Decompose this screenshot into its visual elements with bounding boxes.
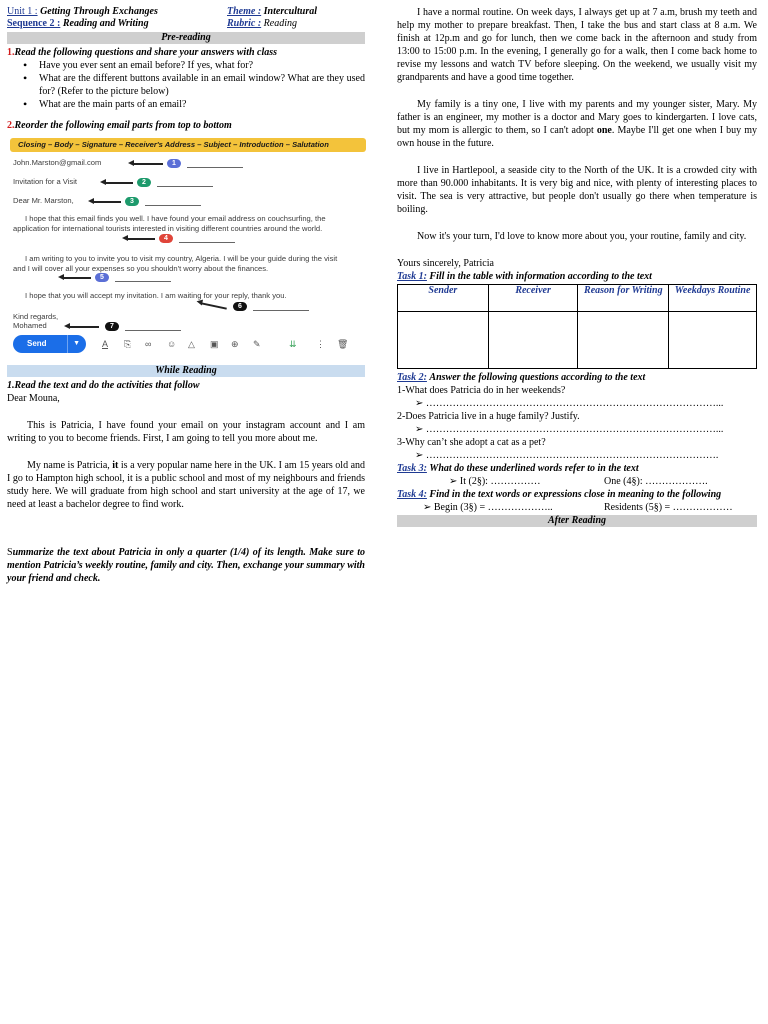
letter-closing: Yours sincerely, Patricia <box>397 258 494 269</box>
task4-begin[interactable]: ➢ Begin (3§) = ……………….. <box>423 502 553 513</box>
number-badge-5: 5 <box>95 273 109 282</box>
answer-line <box>145 205 201 206</box>
email-body-text: I am writing to you to invite you to visit my country, Algeria. I will be your guide during the visit and I will cover all your expenses so you shouldn't worry about the finances. <box>13 254 338 273</box>
p2-part-a: My name is Patricia, <box>27 460 110 471</box>
task4-begin-text: Begin (3§) = ……………….. <box>433 502 553 513</box>
table-header-receiver: Receiver <box>488 285 578 312</box>
summary-first-letter: S <box>7 547 13 558</box>
send-label: Send <box>27 339 47 348</box>
task3-label: Task 3: <box>397 463 427 474</box>
question-1: 1-What does Patricia do in her weekends? <box>397 385 566 396</box>
answer-line <box>187 167 243 168</box>
p2-bold-word: it <box>112 460 119 471</box>
chevron-down-icon[interactable]: ▼ <box>67 335 80 353</box>
task3-it[interactable]: ➢ It (2§): …………… <box>449 476 541 487</box>
number-badge-2: 2 <box>137 178 151 187</box>
email-closing-line <box>13 291 351 301</box>
arrow-icon <box>63 277 91 279</box>
task3-one[interactable]: One (4§): ………………. <box>604 476 708 487</box>
answer-line <box>115 281 171 282</box>
answer-dots-1: ……………………………………………………………………………... <box>425 398 724 409</box>
task3-text: What do these underlined words refer to in the text <box>429 463 639 474</box>
email-intro-text: I hope that this email finds you well. I have found your email address on couchsurfing, the application for international tourists interested in visiting different countries around the world. <box>13 214 326 233</box>
table-cell-routine[interactable] <box>669 312 757 369</box>
email-window-image <box>7 136 365 362</box>
emoji-icon[interactable]: ☺ <box>167 339 177 349</box>
unit-value: Getting Through Exchanges <box>40 6 158 17</box>
question-2: 2-Does Patricia live in a huge family? Justify. <box>397 411 580 422</box>
table-header-sender: Sender <box>398 285 489 312</box>
task3-items <box>397 475 757 488</box>
rubric-label: Rubric : <box>227 18 262 29</box>
task2-label: Task 2: <box>397 372 427 383</box>
arrow-icon <box>127 238 155 240</box>
arrow-icon <box>69 326 99 328</box>
task4-text: Find in the text words or expressions close in meaning to the following <box>429 489 722 500</box>
summary-task <box>7 546 365 585</box>
link-icon[interactable]: ∞ <box>145 339 152 349</box>
task-1 <box>397 270 757 283</box>
answer-dots-3: ……………………………………………………………………………. <box>425 450 719 461</box>
while-reading-instruction: 1.Read the text and do the activities that follow <box>7 380 200 391</box>
task-2 <box>397 371 757 384</box>
theme-value: Intercultural <box>263 6 318 17</box>
letter-paragraph-4 <box>397 98 757 150</box>
drive-icon[interactable]: △ <box>188 339 195 349</box>
number-badge-7: 7 <box>105 322 119 331</box>
header-row-1 <box>7 6 365 18</box>
theme-label: Theme : <box>227 6 262 17</box>
pre-reading-bar: Pre-reading <box>7 32 365 44</box>
email-parts-strip: Closing – Body – Signature – Receiver's Address – Subject – Introduction – Salutation <box>10 138 366 152</box>
number-badge-4: 4 <box>159 234 173 243</box>
number-badge-1: 1 <box>167 159 181 168</box>
answer-line-2[interactable]: ➢ ……………………………………………………………………………... <box>415 424 724 435</box>
letter-paragraph-2 <box>7 459 365 511</box>
letter-paragraph-1: This is Patricia, I have found your email on your instagram account and I am writing to you to become friends. First, I am going to tell you more about me. <box>7 420 365 444</box>
email-signature-line: Mohamed <box>13 321 47 330</box>
task-3 <box>397 462 757 475</box>
email-closing-text: I hope that you will accept my invitation. I am waiting for your reply, thank you. <box>25 291 287 300</box>
save-icon[interactable]: ⇊ <box>289 339 297 349</box>
bullet-item: • What are the main parts of an email? <box>23 98 365 111</box>
q1-number: 1. <box>7 47 15 58</box>
arrow-icon <box>201 302 227 309</box>
answer-line <box>125 330 181 331</box>
email-receiver-line: John.Marston@gmail.com <box>13 158 102 167</box>
rubric-value: Reading <box>263 18 297 29</box>
email-salutation-line: Dear Mr. Marston, <box>13 196 74 205</box>
question-3: 3-Why can’t she adopt a cat as a pet? <box>397 437 546 448</box>
letter-salutation: Dear Mouna, <box>7 393 60 404</box>
table-cell-receiver[interactable] <box>488 312 578 369</box>
p4-part-a: My family is a tiny one, I live with my parents and my younger sister, Mary. My father is an engineer, my mother is a doctor and Mary goes to kindergarten. I love cats, but my mom is allergic to them, so I can't adopt <box>397 99 757 136</box>
pre-reading-q2 <box>7 119 365 132</box>
answer-line-3[interactable]: ➢ ……………………………………………………………………………. <box>415 450 719 461</box>
table-cell-reason[interactable] <box>578 312 669 369</box>
email-intro-line <box>13 214 351 233</box>
right-column <box>397 6 757 529</box>
email-toolbar <box>13 335 353 353</box>
arrow-icon <box>133 163 163 165</box>
image-icon[interactable]: ▣ <box>210 339 219 349</box>
lock-icon[interactable]: ⊕ <box>231 339 239 349</box>
info-table <box>397 284 757 369</box>
task1-label: Task 1: <box>397 271 427 282</box>
summary-text: ummarize the text about Patricia in only a quarter (1/4) of its length. Make sure to mention Patricia’s weekly routine, family and city. Then, exchange your summary with your friend and check. <box>7 547 365 584</box>
answer-line <box>157 186 213 187</box>
task4-label: Task 4: <box>397 489 427 500</box>
more-options-icon[interactable]: ⋮ <box>316 339 325 349</box>
header-row-2 <box>7 18 365 30</box>
p4-part-b: . Maybe I'll get one when I buy my own house in the future. <box>397 125 758 149</box>
q1-text: Read the following questions and share your answers with class <box>14 47 278 58</box>
task4-items <box>397 501 757 514</box>
letter-paragraph-5: I live in Hartlepool, a seaside city to the North of the UK. It is a crowded city with more than 90.000 inhabitants. It is very big and nice, with plenty of interesting places to visit. The sea is very attractive, but people don't usually go there when temperature is boiling. <box>397 165 757 215</box>
q2-text: Reorder the following email parts from top to bottom <box>14 120 232 131</box>
table-header-reason: Reason for Writing <box>578 285 669 312</box>
text-format-icon[interactable]: A <box>102 339 109 349</box>
letter-paragraph-6: Now it's your turn, I'd love to know more about you, your routine, family and city. <box>417 231 747 242</box>
answer-line-1[interactable]: ➢ ……………………………………………………………………………... <box>415 398 724 409</box>
task-4 <box>397 488 757 501</box>
bullet-item: • Have you ever sent an email before? If yes, what for? <box>23 59 365 72</box>
q2-number: 2. <box>7 120 15 131</box>
table-header-routine: Weekdays Routine <box>669 285 757 312</box>
after-reading-bar: After Reading <box>397 515 757 527</box>
letter-paragraph-3: I have a normal routine. On week days, I always get up at 7 a.m, brush my teeth and help my mother to prepare breakfast. Then, I take the bus and start class at 8 a.m. We finish at 12p.m and go for lunch, then we come back in the afternoon and study from 13:00 to 15:00 p.m. In the evening, I generally go for a walk, then I come back home to revise my lessons and watch TV before sleeping. On the weekend, we usually visit my grandparents and have a good time together. <box>397 7 757 83</box>
email-subject-line: Invitation for a Visit <box>13 177 78 186</box>
send-button[interactable] <box>13 335 86 353</box>
pen-icon[interactable]: ✎ <box>253 339 261 349</box>
unit-label: Unit 1 : <box>7 6 38 17</box>
left-column <box>7 6 365 585</box>
p4-bold-word: one <box>596 125 612 136</box>
task2-text: Answer the following questions according to the text <box>429 372 646 383</box>
sequence-value: Reading and Writing <box>62 18 149 29</box>
task3-it-text: It (2§): …………… <box>459 476 541 487</box>
task1-text: Fill in the table with information according to the text <box>429 271 652 282</box>
pre-reading-bullets <box>23 59 365 111</box>
sequence-label: Sequence 2 : <box>7 18 61 29</box>
attach-icon[interactable]: ⎘ <box>124 339 132 349</box>
arrow-icon <box>93 201 121 203</box>
table-cell-sender[interactable] <box>398 312 489 369</box>
email-body-line <box>13 254 351 273</box>
answer-dots-2: ……………………………………………………………………………... <box>425 424 724 435</box>
pre-reading-q1 <box>7 46 365 59</box>
task4-residents[interactable]: Residents (5§) = ……………… <box>604 502 733 513</box>
answer-line <box>253 310 309 311</box>
answer-line <box>179 242 235 243</box>
number-badge-3: 3 <box>125 197 139 206</box>
p2-part-b: is a very popular name here in the UK. I am 15 years old and I go to Hampton high school, it is a public school and most of my neighbours and friends study here. We will graduate from high school and start university at the age of 17, we need at least a bachelor degree to find work. <box>7 460 366 510</box>
while-reading-bar: While Reading <box>7 365 365 377</box>
arrow-icon <box>105 182 133 184</box>
email-regards-line: Kind regards, <box>13 312 59 321</box>
number-badge-6: 6 <box>233 302 247 311</box>
bullet-item: • What are the different buttons available in an email window? What are they used for? (Refer to the picture below) <box>23 72 365 98</box>
trash-icon[interactable]: 🗑 <box>337 339 349 349</box>
